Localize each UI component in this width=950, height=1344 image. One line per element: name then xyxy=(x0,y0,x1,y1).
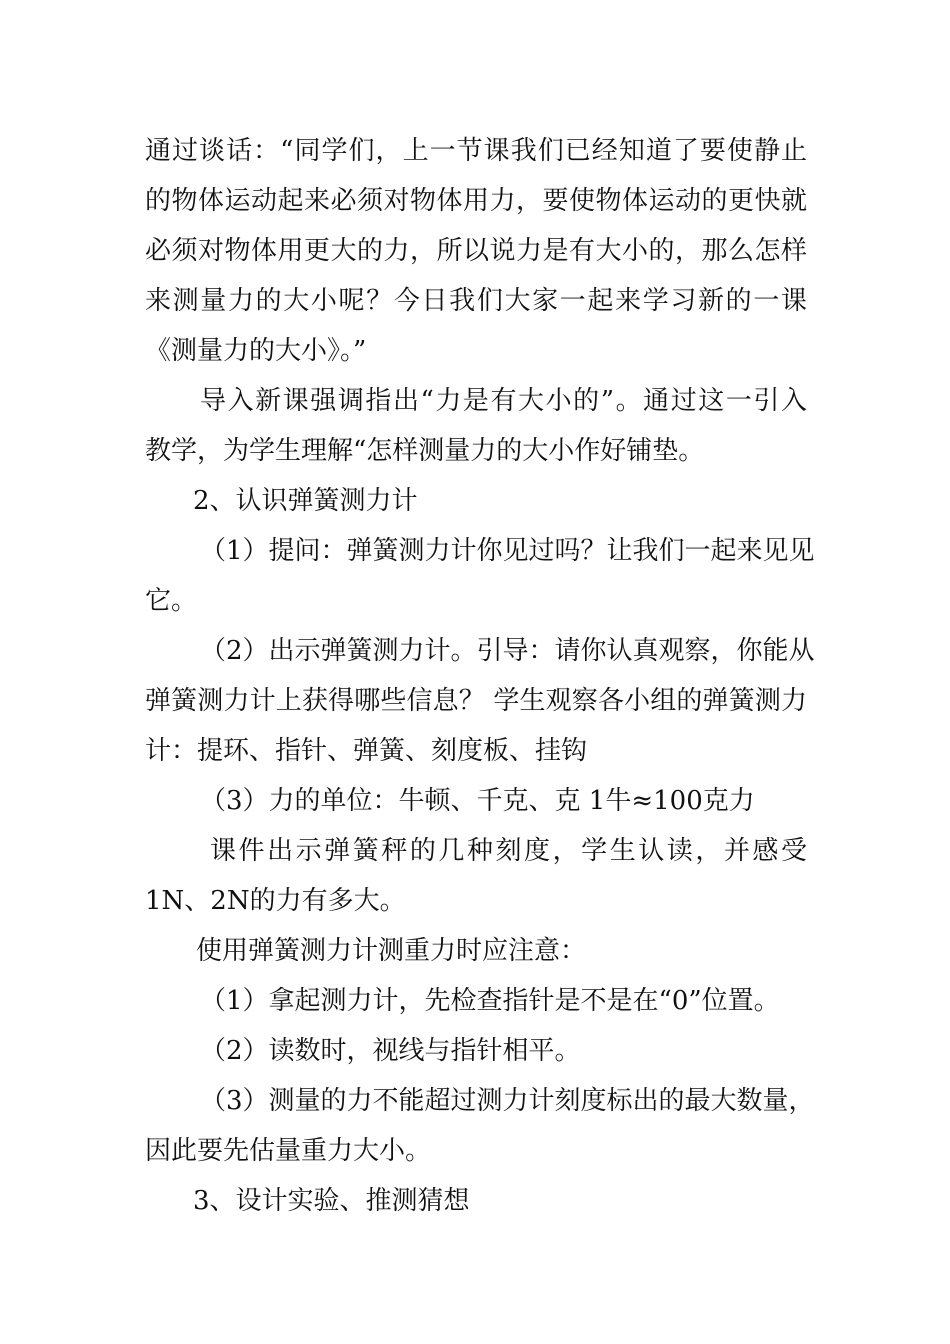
paragraph-line: 的物体运动起来必须对物体用力，要使物体运动的更快就 xyxy=(145,186,807,216)
paragraph-line: 1N、2N的力有多大。 xyxy=(145,886,406,916)
list-item: （3）测量的力不能超过测力计刻度标出的最大数量， xyxy=(200,1086,815,1116)
paragraph-line: 使用弹簧测力计测重力时应注意： xyxy=(196,936,587,966)
list-item: （1）拿起测力计，先检查指针是不是在“0”位置。 xyxy=(200,986,780,1016)
paragraph-line: 计：提环、指针、弹簧、刻度板、挂钩 xyxy=(145,736,588,766)
section-heading: 3、设计实验、推测猜想 xyxy=(193,1186,470,1216)
paragraph-line: 导入新课强调指出“力是有大小的”。通过这一引入 xyxy=(200,386,807,416)
section-heading: 2、认识弹簧测力计 xyxy=(193,486,418,516)
paragraph-line: 它。 xyxy=(145,586,198,616)
paragraph-line: 因此要先估量重力大小。 xyxy=(145,1136,432,1166)
paragraph-line: （3）力的单位：牛顿、千克、克 1牛≈100克力 xyxy=(200,786,755,816)
paragraph-line: （2）出示弹簧测力计。引导：请你认真观察，你能从 xyxy=(200,636,815,666)
paragraph-line: 来测量力的大小呢？今日我们大家一起来学习新的一课 xyxy=(145,286,807,316)
list-item: （2）读数时，视线与指针相平。 xyxy=(200,1036,581,1066)
paragraph-line: 通过谈话：“同学们，上一节课我们已经知道了要使静止 xyxy=(145,136,807,166)
paragraph-line: （1）提问：弹簧测力计你见过吗？让我们一起来见见 xyxy=(200,536,815,566)
paragraph-line: 课件出示弹簧秤的几种刻度，学生认读，并感受 xyxy=(210,836,807,866)
paragraph-line: 《测量力的大小》。” xyxy=(145,336,367,366)
paragraph-line: 必须对物体用更大的力，所以说力是有大小的，那么怎样 xyxy=(145,236,807,266)
paragraph-line: 弹簧测力计上获得哪些信息？ 学生观察各小组的弹簧测力 xyxy=(145,686,807,716)
paragraph-line: 教学，为学生理解“怎样测量力的大小作好铺垫。 xyxy=(145,436,705,466)
